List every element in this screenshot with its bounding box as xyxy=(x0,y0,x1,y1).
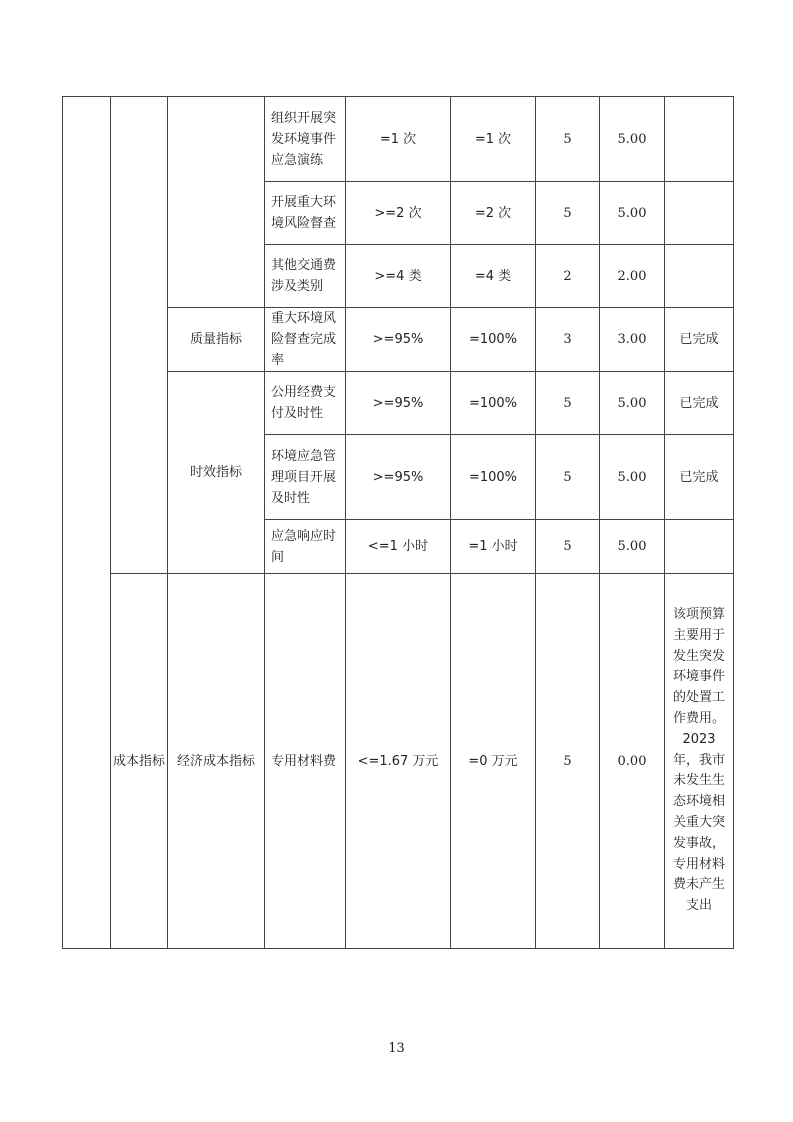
score: 2.00 xyxy=(600,245,665,308)
weight: 3 xyxy=(536,308,600,372)
weight: 5 xyxy=(536,574,600,949)
indicator-name: 专用材料费 xyxy=(265,574,346,949)
weight: 5 xyxy=(536,520,600,574)
remark xyxy=(665,182,734,245)
remark: 已完成 xyxy=(665,308,734,372)
indicator-name: 公用经费支付及时性 xyxy=(265,372,346,435)
actual-value: =0 万元 xyxy=(451,574,536,949)
annual-target: >=4 类 xyxy=(346,245,451,308)
indicator-name: 应急响应时间 xyxy=(265,520,346,574)
performance-indicator-table xyxy=(62,96,734,949)
remark: 已完成 xyxy=(665,435,734,520)
actual-value: =100% xyxy=(451,308,536,372)
table-row xyxy=(63,574,734,949)
indicator-name: 其他交通费涉及类别 xyxy=(265,245,346,308)
economic-cost-group-cell: 经济成本指标 xyxy=(168,574,265,949)
annual-target: >=95% xyxy=(346,435,451,520)
score: 5.00 xyxy=(600,97,665,182)
table-row xyxy=(63,97,734,182)
actual-value: =2 次 xyxy=(451,182,536,245)
quantity-group-cell xyxy=(168,97,265,308)
actual-value: =100% xyxy=(451,435,536,520)
annual-target: >=2 次 xyxy=(346,182,451,245)
remark: 已完成 xyxy=(665,372,734,435)
score: 5.00 xyxy=(600,182,665,245)
annual-target: <=1.67 万元 xyxy=(346,574,451,949)
score: 5.00 xyxy=(600,520,665,574)
actual-value: =100% xyxy=(451,372,536,435)
weight: 5 xyxy=(536,372,600,435)
remark xyxy=(665,97,734,182)
score: 0.00 xyxy=(600,574,665,949)
weight: 2 xyxy=(536,245,600,308)
timeliness-group-cell: 时效指标 xyxy=(168,372,265,574)
indicator-name: 开展重大环境风险督查 xyxy=(265,182,346,245)
score: 5.00 xyxy=(600,435,665,520)
annual-target: =1 次 xyxy=(346,97,451,182)
quality-group-cell: 质量指标 xyxy=(168,308,265,372)
actual-value: =4 类 xyxy=(451,245,536,308)
weight: 5 xyxy=(536,435,600,520)
weight: 5 xyxy=(536,182,600,245)
indicator-name: 重大环境风险督查完成率 xyxy=(265,308,346,372)
annual-target: <=1 小时 xyxy=(346,520,451,574)
annual-target: >=95% xyxy=(346,308,451,372)
remark xyxy=(665,520,734,574)
remark: 该项预算主要用于发生突发环境事件的处置工作费用。2023 年，我市未发生生态环境相关重大突发事故，专用材料费未产生支出 xyxy=(665,574,734,949)
score: 5.00 xyxy=(600,372,665,435)
remark xyxy=(665,245,734,308)
score: 3.00 xyxy=(600,308,665,372)
actual-value: =1 小时 xyxy=(451,520,536,574)
level2-indicator-cell xyxy=(111,97,168,574)
weight: 5 xyxy=(536,97,600,182)
annual-target: >=95% xyxy=(346,372,451,435)
level1-indicator-cell xyxy=(63,97,111,949)
cost-category-cell: 成本指标 xyxy=(111,574,168,949)
indicator-name: 组织开展突发环境事件应急演练 xyxy=(265,97,346,182)
actual-value: =1 次 xyxy=(451,97,536,182)
indicator-name: 环境应急管理项目开展及时性 xyxy=(265,435,346,520)
page-number: 13 xyxy=(388,1041,405,1056)
